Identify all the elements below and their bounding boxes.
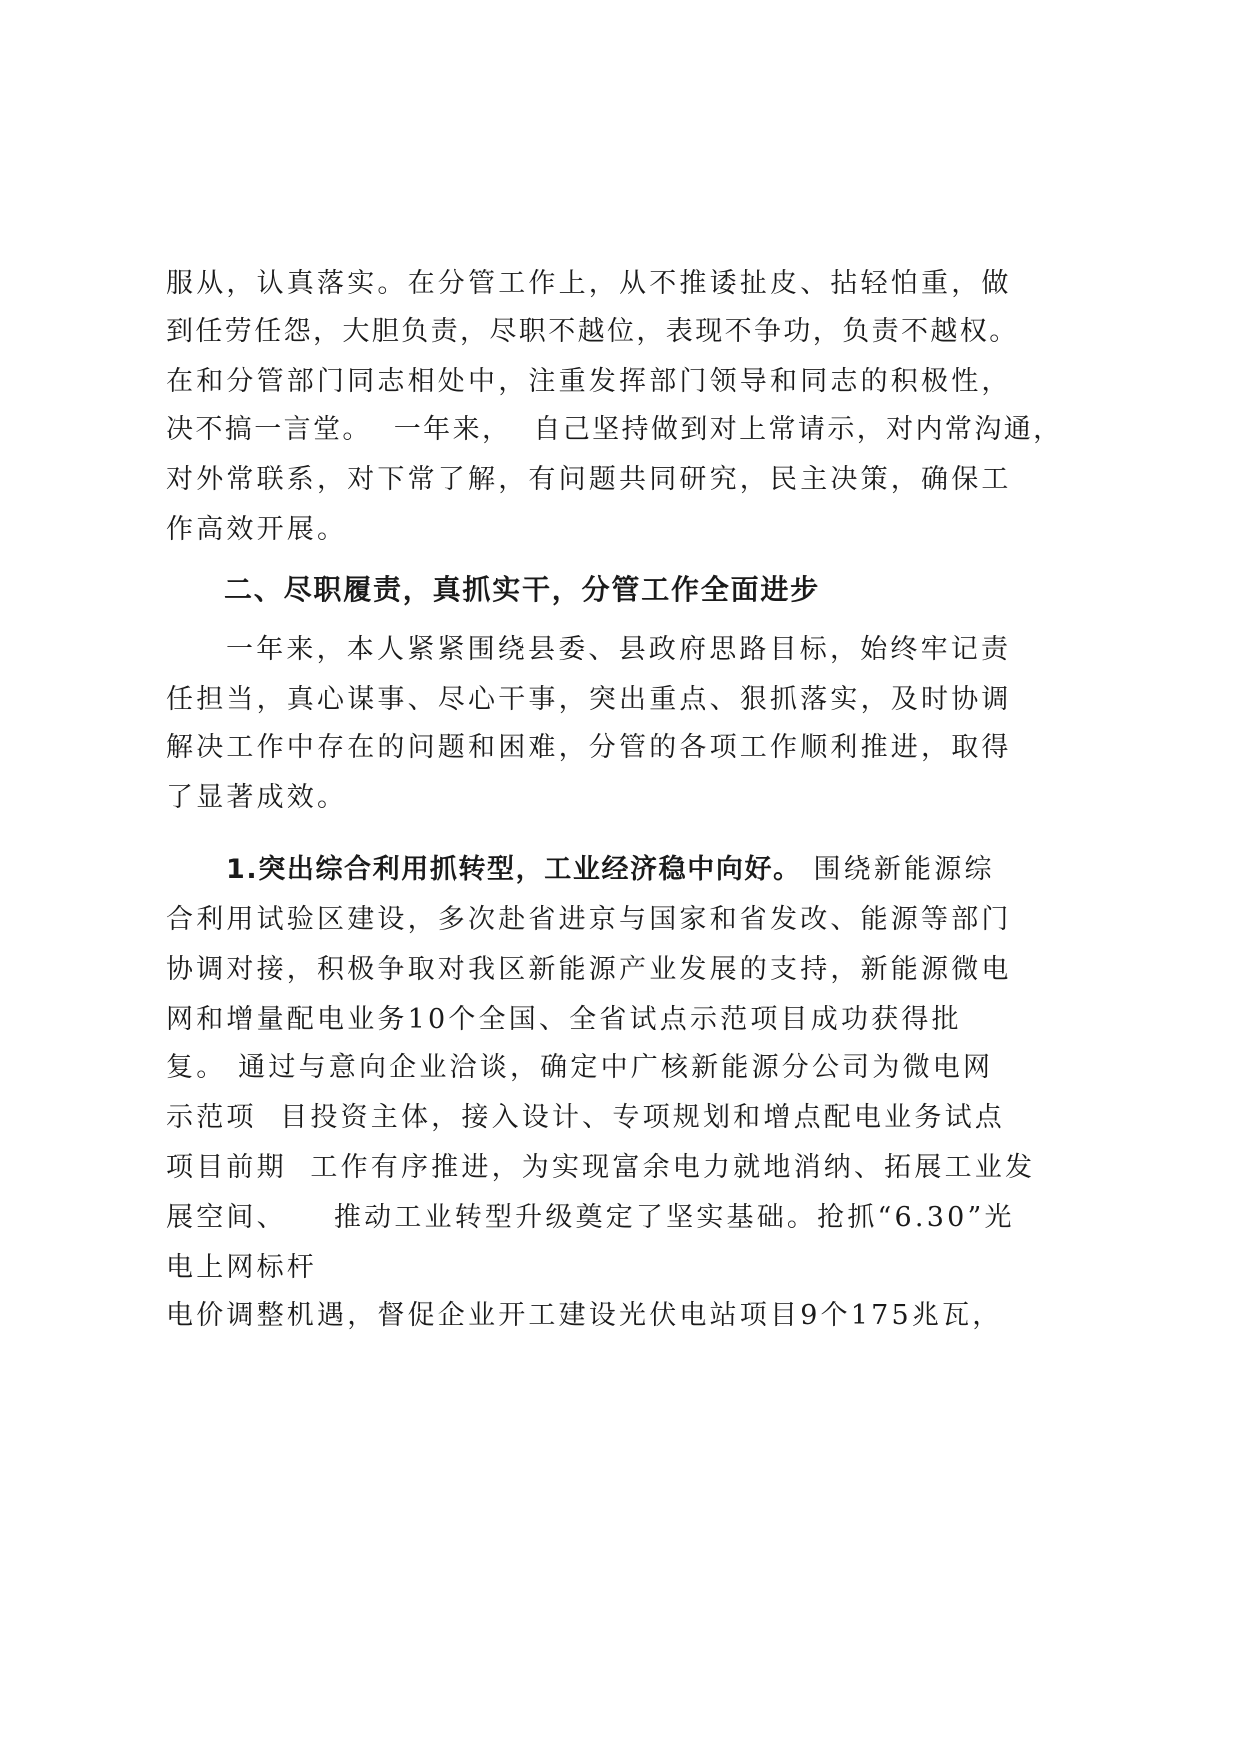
- paragraph-1-line-6: 作高效开展。: [166, 514, 348, 545]
- paragraph-1-line-1: 服从，认真落实。在分管工作上，从不推诿扯皮、拈轻怕重，做: [166, 268, 1012, 299]
- paragraph-2-line-4: 了显著成效。: [166, 782, 348, 813]
- paragraph-1-line-2: 到任劳任怨，大胆负责，尽职不越位，表现不争功，负责不越权。: [166, 316, 1019, 347]
- paragraph-3-line-1: [226, 856, 995, 883]
- paragraph-3-line-10: 电价调整机遇，督促企业开工建设光伏电站项目9个175兆瓦，: [166, 1300, 1003, 1331]
- paragraph-3-lead: 1.突出综合利用抓转型，工业经济稳中向好。: [226, 854, 802, 885]
- paragraph-1-line-3: 在和分管部门同志相处中，注重发挥部门领导和同志的积极性，: [166, 366, 1012, 397]
- paragraph-3-line-4: 网和增量配电业务10个全国、全省试点示范项目成功获得批: [166, 1004, 962, 1035]
- paragraph-3-line-7: 项目前期 工作有序推进，为实现富余电力就地消纳、拓展工业发: [166, 1152, 1036, 1183]
- paragraph-2-line-1: 一年来，本人紧紧围绕县委、县政府思路目标，始终牢记责: [226, 634, 1012, 665]
- paragraph-3-line-6: 示范项 目投资主体，接入设计、专项规划和增点配电业务试点: [166, 1102, 1005, 1133]
- paragraph-3-first-rest: 围绕新能源综: [801, 854, 995, 885]
- paragraph-3-line-9: 电上网标杆: [166, 1252, 317, 1283]
- paragraph-2-line-3: 解决工作中存在的问题和困难，分管的各项工作顺利推进，取得: [166, 732, 1012, 763]
- paragraph-3-line-2: 合利用试验区建设，多次赴省进京与国家和省发改、能源等部门: [166, 904, 1012, 935]
- paragraph-1-line-5: 对外常联系，对下常了解，有问题共同研究，民主决策，确保工: [166, 464, 1012, 495]
- paragraph-3-line-3: 协调对接，积极争取对我区新能源产业发展的支持，新能源微电: [166, 954, 1012, 985]
- section-heading-2: 二、尽职履责，真抓实干，分管工作全面进步: [224, 573, 821, 606]
- paragraph-2-line-2: 任担当，真心谋事、尽心干事，突出重点、狠抓落实，及时协调: [166, 684, 1012, 715]
- paragraph-1-line-4: 决不搞一言堂。 一年来， 自己坚持做到对上常请示，对内常沟通，: [166, 414, 1063, 445]
- paragraph-3-line-8: 展空间、 推动工业转型升级奠定了坚实基础。抢抓“6.30”光: [166, 1202, 1015, 1233]
- paragraph-3-line-5: 复。 通过与意向企业洽谈，确定中广核新能源分公司为微电网: [166, 1052, 994, 1083]
